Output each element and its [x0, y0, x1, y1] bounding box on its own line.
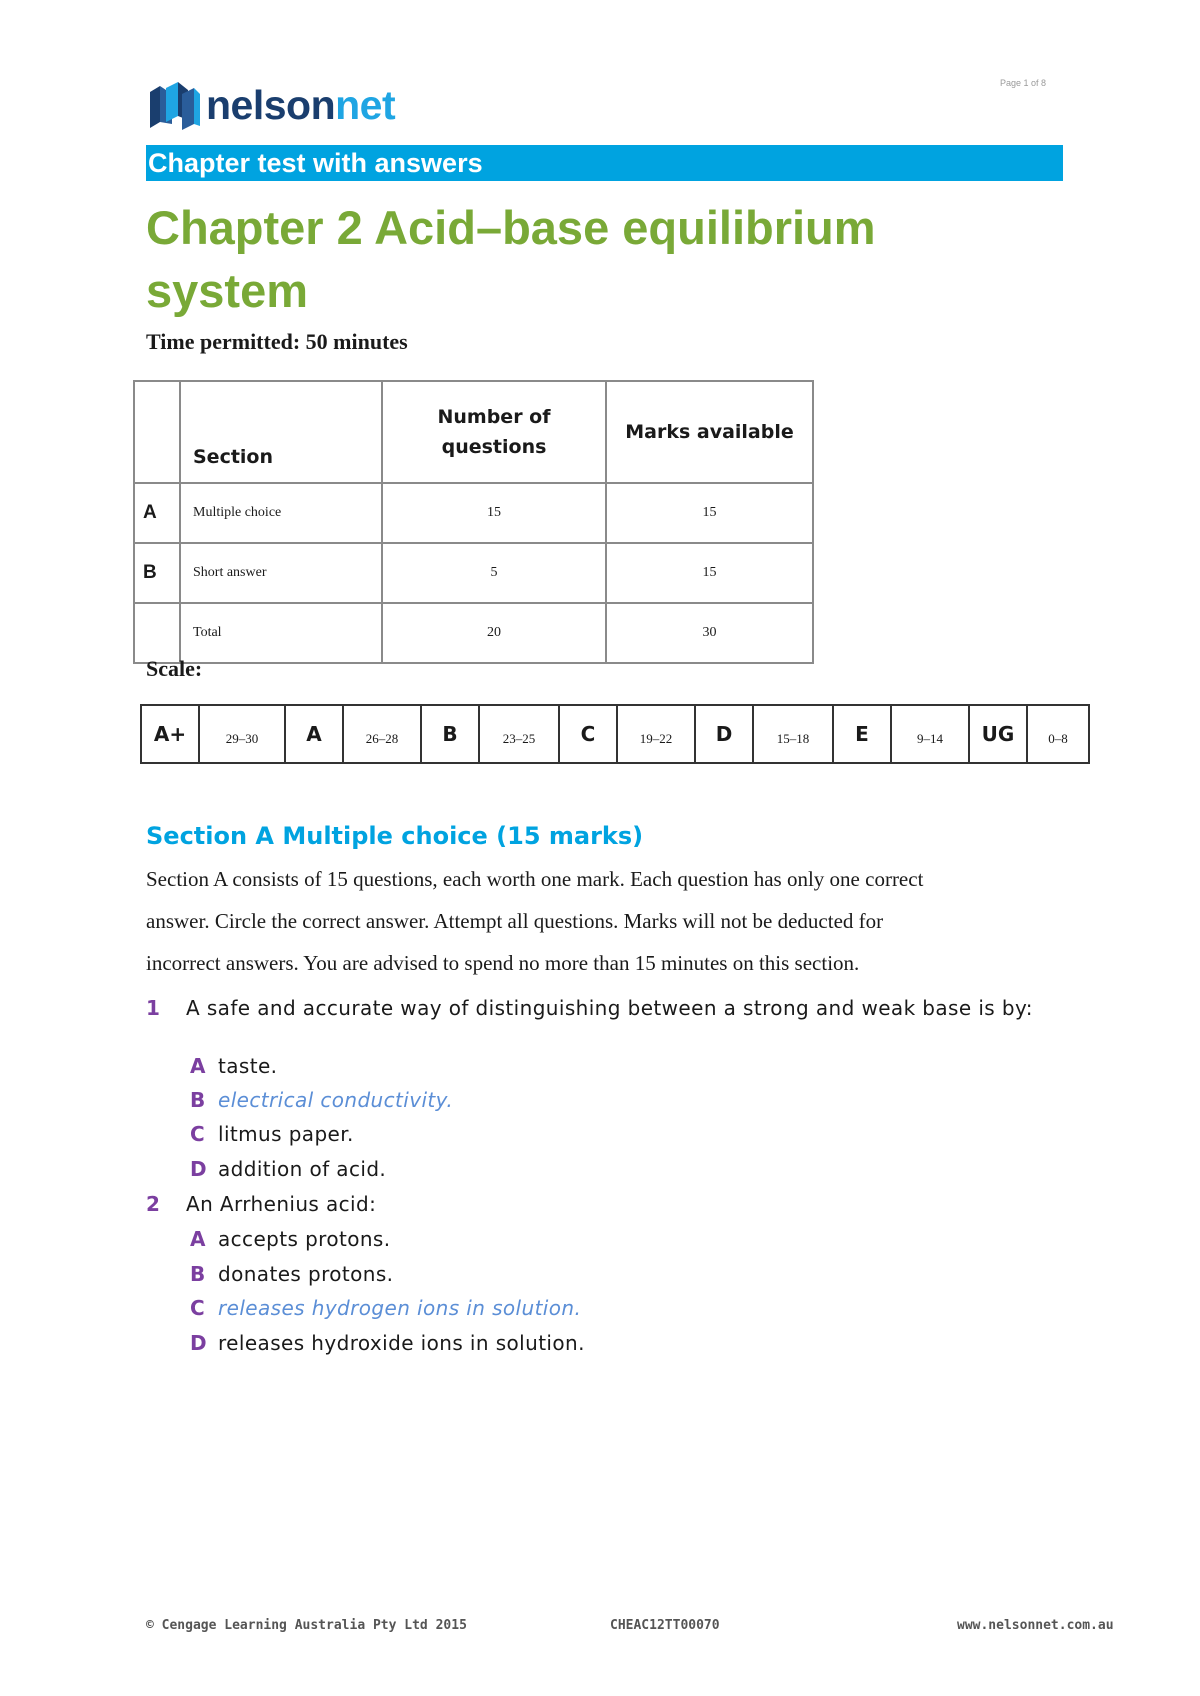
grade-cell: A+ [141, 705, 199, 763]
row-questions: 15 [382, 483, 606, 543]
option-text: taste. [218, 1054, 278, 1078]
section-a-intro [146, 858, 1066, 984]
summary-header-marks: Marks available [606, 381, 813, 483]
grade-cell: UG [969, 705, 1027, 763]
chapter-test-banner: Chapter test with answers [146, 145, 1063, 181]
summary-header-blank [134, 381, 180, 483]
table-row [134, 543, 813, 603]
option-2-b[interactable] [190, 1260, 393, 1288]
option-1-b[interactable] [190, 1086, 453, 1114]
grade-range-cell: 15–18 [753, 705, 833, 763]
option-text: donates protons. [218, 1262, 394, 1286]
option-letter: D [190, 1157, 208, 1181]
grade-cell: B [421, 705, 479, 763]
logo-text-nelson: nelson [206, 81, 336, 128]
option-2-a[interactable] [190, 1225, 391, 1253]
row-letter: A [134, 483, 180, 543]
row-section-name: Short answer [180, 543, 382, 603]
nelsonnet-logo-icon [148, 80, 200, 130]
row-letter: B [134, 543, 180, 603]
grade-cell: E [833, 705, 891, 763]
page-number: Page 1 of 8 [1000, 78, 1047, 88]
row-marks: 15 [606, 483, 813, 543]
table-row [134, 603, 813, 663]
question-text: An Arrhenius acid: [186, 1192, 377, 1216]
row-marks: 30 [606, 603, 813, 663]
footer-url[interactable]: www.nelsonnet.com.au [957, 1618, 1114, 1633]
option-letter: A [190, 1054, 206, 1078]
grade-cell: D [695, 705, 753, 763]
row-questions: 20 [382, 603, 606, 663]
grade-cell: A [285, 705, 343, 763]
row-letter [134, 603, 180, 663]
grade-range-cell: 0–8 [1027, 705, 1089, 763]
option-text: releases hydroxide ions in solution. [218, 1331, 585, 1355]
question-text: A safe and accurate way of distinguishing between a strong and weak base is by: [186, 996, 1033, 1020]
question-number: 1 [146, 996, 160, 1020]
grade-range-cell: 23–25 [479, 705, 559, 763]
section-summary-table [133, 380, 814, 664]
option-letter: A [190, 1227, 206, 1251]
section-a-heading: Section A Multiple choice (15 marks) [146, 822, 644, 850]
summary-header-row [134, 381, 813, 483]
nelsonnet-logo [148, 76, 428, 134]
row-section-name: Multiple choice [180, 483, 382, 543]
summary-header-section: Section [180, 381, 382, 483]
scale-label: Scale: [146, 656, 203, 681]
option-letter: D [190, 1331, 208, 1355]
table-row [134, 483, 813, 543]
option-2-c[interactable] [190, 1294, 581, 1322]
row-marks: 15 [606, 543, 813, 603]
grade-range-cell: 26–28 [343, 705, 421, 763]
question-number: 2 [146, 1192, 160, 1216]
option-letter: B [190, 1262, 206, 1286]
grade-cell: C [559, 705, 617, 763]
option-text: addition of acid. [218, 1157, 387, 1181]
footer-code: CHEAC12TT00070 [610, 1618, 720, 1633]
logo-wordmark [206, 82, 395, 129]
option-text: litmus paper. [218, 1122, 354, 1146]
option-text: releases hydrogen ions in solution. [218, 1296, 582, 1320]
row-section-name: Total [180, 603, 382, 663]
option-1-d[interactable] [190, 1155, 386, 1183]
row-questions: 5 [382, 543, 606, 603]
summary-header-questions: Number of questions [382, 381, 606, 483]
grade-scale-row [141, 705, 1089, 763]
option-text: electrical conductivity. [218, 1088, 454, 1112]
intro-line: Section A consists of 15 questions, each worth one mark. Each question has only one correct [146, 867, 924, 891]
intro-line: incorrect answers. You are advised to spend no more than 15 minutes on this section. [146, 951, 860, 975]
page-title: Chapter 2 Acid–base equilibrium system [146, 201, 876, 317]
grade-scale-table [140, 704, 1090, 764]
option-text: accepts protons. [218, 1227, 391, 1251]
time-permitted: Time permitted: 50 minutes [146, 329, 408, 354]
intro-line: answer. Circle the correct answer. Attempt all questions. Marks will not be deducted for [146, 909, 884, 933]
grade-range-cell: 29–30 [199, 705, 285, 763]
option-letter: B [190, 1088, 206, 1112]
footer-copyright: © Cengage Learning Australia Pty Ltd 2015 [146, 1618, 467, 1633]
option-1-a[interactable] [190, 1052, 277, 1080]
grade-range-cell: 19–22 [617, 705, 695, 763]
option-letter: C [190, 1296, 206, 1320]
option-1-c[interactable] [190, 1120, 354, 1148]
option-2-d[interactable] [190, 1329, 585, 1357]
logo-text-net: net [335, 81, 396, 128]
option-letter: C [190, 1122, 206, 1146]
grade-range-cell: 9–14 [891, 705, 969, 763]
